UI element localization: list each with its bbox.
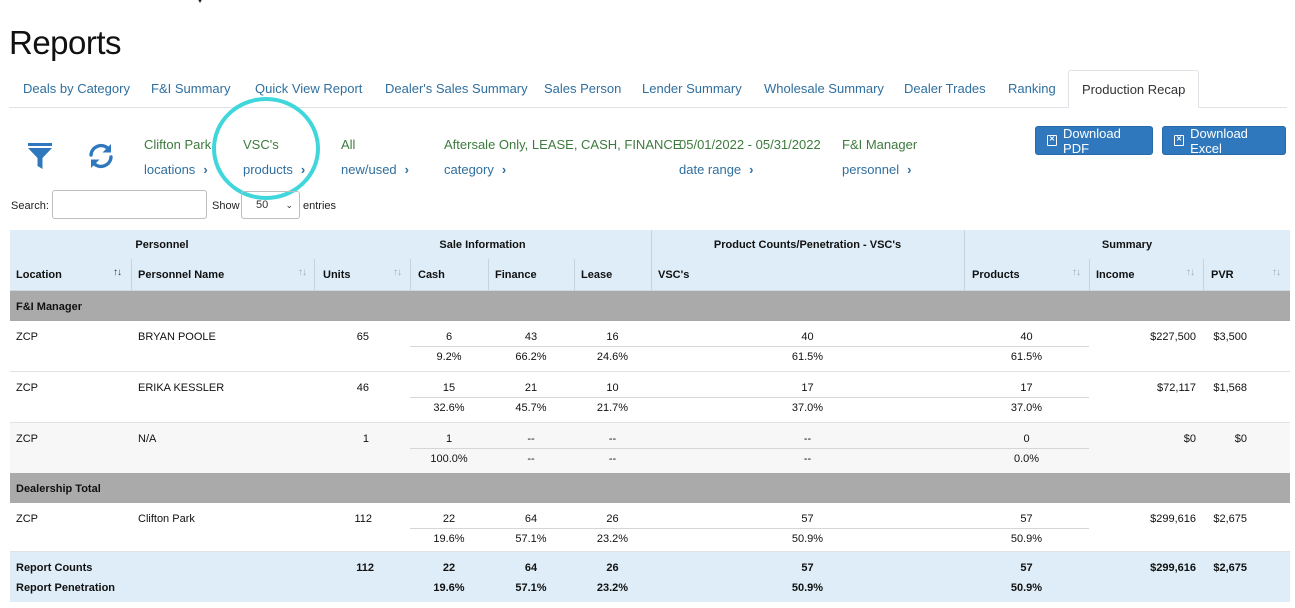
cell-name: ERIKA KESSLER [138,382,225,394]
sort-asc-icon[interactable]: ↑↓ [113,267,121,278]
tab-production-recap[interactable]: Production Recap [1068,70,1199,108]
footer-vsc: 57 [801,562,814,574]
table-row [10,321,1290,372]
cell-finance-pct: -- [527,453,535,465]
document-icon: ✕ [1047,135,1057,146]
cell-finance: 64 [524,513,538,525]
filter-category-label: category [444,162,494,177]
col-location[interactable]: Location [16,269,62,281]
filter-personnel-value: F&I Manager [842,137,918,152]
cell-products-pct: 50.9% [1010,533,1043,545]
table-column-header [10,259,1290,292]
footer-units: 112 [356,562,374,574]
cell-name: N/A [138,433,157,445]
group-summary: Summary [1101,239,1153,251]
filter-category-value: Aftersale Only, LEASE, CASH, FINANCE [444,137,682,152]
cell-cash: 1 [445,433,453,445]
footer-lease: 26 [606,562,619,574]
cell-location: ZCP [16,513,38,525]
cell-vsc: -- [803,433,812,445]
cell-units: 112 [354,513,372,525]
cell-finance: 43 [524,331,538,343]
filter-new-used-label: new/used [341,162,397,177]
page-title: Reports [9,24,122,61]
cell-finance: -- [527,433,535,445]
cell-lease: 16 [606,331,619,343]
cell-location: ZCP [16,382,38,394]
filter-date-range[interactable] [679,132,821,182]
filter-locations[interactable] [144,132,211,182]
footer-cash: 22 [442,562,456,574]
highlight-circle-annotation [212,97,320,200]
cell-income: $299,616 [1150,513,1196,525]
cell-vsc: 40 [801,331,814,343]
tab-lender-summary[interactable]: Lender Summary [642,81,742,96]
filter-category[interactable] [444,132,681,182]
tab-dealers-sales-summary[interactable]: Dealer's Sales Summary [385,81,528,96]
cell-pvr: $0 [1234,433,1247,445]
table-footer [10,552,1290,602]
cell-finance: 21 [524,382,538,394]
cell-units: 65 [356,331,369,343]
cell-products: 17 [1020,382,1033,394]
footer-pvr: $2,675 [1213,562,1247,574]
cell-name: BRYAN POOLE [138,331,216,343]
entries-per-page-select[interactable] [241,191,300,219]
cell-lease: -- [608,433,617,445]
col-units[interactable]: Units [323,269,351,281]
cell-vsc-pct: 37.0% [791,402,824,414]
refresh-icon[interactable] [87,142,115,170]
cell-vsc: 57 [801,513,814,525]
cell-lease-pct: -- [608,453,617,465]
group-label: Dealership Total [16,483,101,495]
group-personnel: Personnel [135,239,189,251]
show-label: Show [212,200,240,212]
col-income[interactable]: Income [1096,269,1135,281]
entries-label: entries [303,200,337,212]
cell-products: 0 [1023,433,1030,445]
filter-icon[interactable] [28,143,52,171]
report-tabs [9,70,1287,108]
cell-cash-pct: 32.6% [433,402,465,414]
cell-units: 1 [362,433,369,445]
cell-finance-pct: 66.2% [515,351,547,363]
chevron-right-icon: › [404,162,409,177]
download-pdf-label: Download PDF [1063,125,1121,156]
group-row-dealership-total [10,473,1290,503]
cell-vsc-pct: 61.5% [791,351,824,363]
sort-icon[interactable]: ↑↓ [393,267,401,278]
spreadsheet-icon: ✕ [1174,135,1184,146]
cell-vsc: 17 [801,382,814,394]
footer-finance-pct: 57.1% [515,582,547,594]
tab-ranking[interactable]: Ranking [1008,81,1056,96]
cell-vsc-pct: 50.9% [791,533,824,545]
cell-location: ZCP [16,433,38,445]
cell-cash: 22 [442,513,456,525]
download-excel-button[interactable] [1162,126,1286,155]
cell-vsc-pct: -- [803,453,812,465]
cell-lease-pct: 23.2% [596,533,629,545]
footer-products: 57 [1020,562,1033,574]
chevron-right-icon: › [907,162,912,177]
sort-icon[interactable]: ↑↓ [1072,267,1080,278]
cell-cash-pct: 9.2% [436,351,462,363]
col-cash: Cash [418,269,445,281]
cell-lease: 10 [606,382,619,394]
filter-date-range-value: 05/01/2022 - 05/31/2022 [679,137,821,152]
col-pvr[interactable]: PVR [1211,269,1234,281]
filter-products-label: products [243,162,293,177]
footer-finance: 64 [524,562,538,574]
report-penetration-label: Report Penetration [16,582,116,594]
cell-lease-pct: 24.6% [596,351,629,363]
search-label: Search: [11,200,49,212]
table-group-header [10,230,1290,259]
sort-icon[interactable]: ↑↓ [1186,267,1194,278]
cell-pvr: $1,568 [1213,382,1247,394]
cursor-arrow-icon [196,0,204,3]
col-personnel-name[interactable]: Personnel Name [138,269,225,281]
entries-per-page-value: 50 [256,199,269,211]
cell-products-pct: 61.5% [1010,351,1043,363]
report-counts-label: Report Counts [16,562,93,574]
cell-name: Clifton Park [138,513,195,525]
cell-cash-pct: 100.0% [430,453,468,465]
cell-location: ZCP [16,331,38,343]
cell-income: $72,117 [1157,382,1196,394]
cell-income: $227,500 [1150,331,1196,343]
footer-cash-pct: 19.6% [433,582,465,594]
tab-dealer-trades[interactable]: Dealer Trades [904,81,986,96]
col-finance: Finance [495,269,537,281]
filter-date-range-label: date range [679,162,742,177]
cell-finance-pct: 45.7% [515,402,547,414]
tab-deals-by-category[interactable]: Deals by Category [23,81,130,96]
chevron-down-icon: ⌄ [285,200,293,210]
filter-locations-label: locations [144,162,196,177]
filter-personnel-label: personnel [842,162,900,177]
download-excel-label: Download Excel [1190,125,1248,156]
footer-products-pct: 50.9% [1010,582,1043,594]
search-input[interactable] [52,190,207,219]
chevron-right-icon: › [501,162,507,177]
group-product-counts: Product Counts/Penetration - VSC's [713,239,902,251]
cell-pvr: $2,675 [1213,513,1247,525]
table-row [10,503,1290,552]
cell-units: 46 [356,382,369,394]
filter-locations-value: Clifton Park [144,137,212,152]
filter-personnel[interactable] [842,132,917,182]
download-pdf-button[interactable] [1035,126,1153,155]
chevron-right-icon: › [749,162,754,177]
footer-income: $299,616 [1150,562,1196,574]
cell-products-pct: 37.0% [1010,402,1043,414]
cell-products: 57 [1020,513,1033,525]
cell-cash: 6 [445,331,453,343]
group-row-fi-manager [10,291,1290,321]
cell-lease: 26 [606,513,619,525]
table-row [10,372,1290,423]
cell-products-pct: 0.0% [1013,453,1040,465]
cell-lease-pct: 21.7% [596,402,629,414]
filter-products-value: VSC's [243,137,279,152]
tab-quick-view-report[interactable]: Quick View Report [255,81,363,96]
chevron-right-icon: › [203,162,208,177]
group-sale-information: Sale Information [439,239,526,251]
filter-new-used-value: All [341,137,356,152]
cell-finance-pct: 57.1% [515,533,547,545]
cell-products: 40 [1020,331,1033,343]
tab-fi-summary[interactable]: F&I Summary [151,81,231,96]
sort-icon[interactable]: ↑↓ [1272,267,1280,278]
filter-new-used[interactable] [341,132,409,182]
group-label: F&I Manager [16,301,83,313]
sort-icon[interactable]: ↑↓ [298,267,306,278]
chevron-right-icon: › [300,162,306,177]
cell-pvr: $3,500 [1213,331,1247,343]
col-lease: Lease [581,269,613,281]
cell-cash-pct: 19.6% [433,533,465,545]
footer-vsc-pct: 50.9% [791,582,824,594]
footer-lease-pct: 23.2% [596,582,629,594]
col-products[interactable]: Products [972,269,1020,281]
cell-income: $0 [1183,433,1196,445]
col-vscs: VSC's [658,269,690,281]
table-row [10,423,1290,474]
tab-sales-person[interactable]: Sales Person [544,81,622,96]
tab-wholesale-summary[interactable]: Wholesale Summary [764,81,884,96]
cell-cash: 15 [442,382,456,394]
